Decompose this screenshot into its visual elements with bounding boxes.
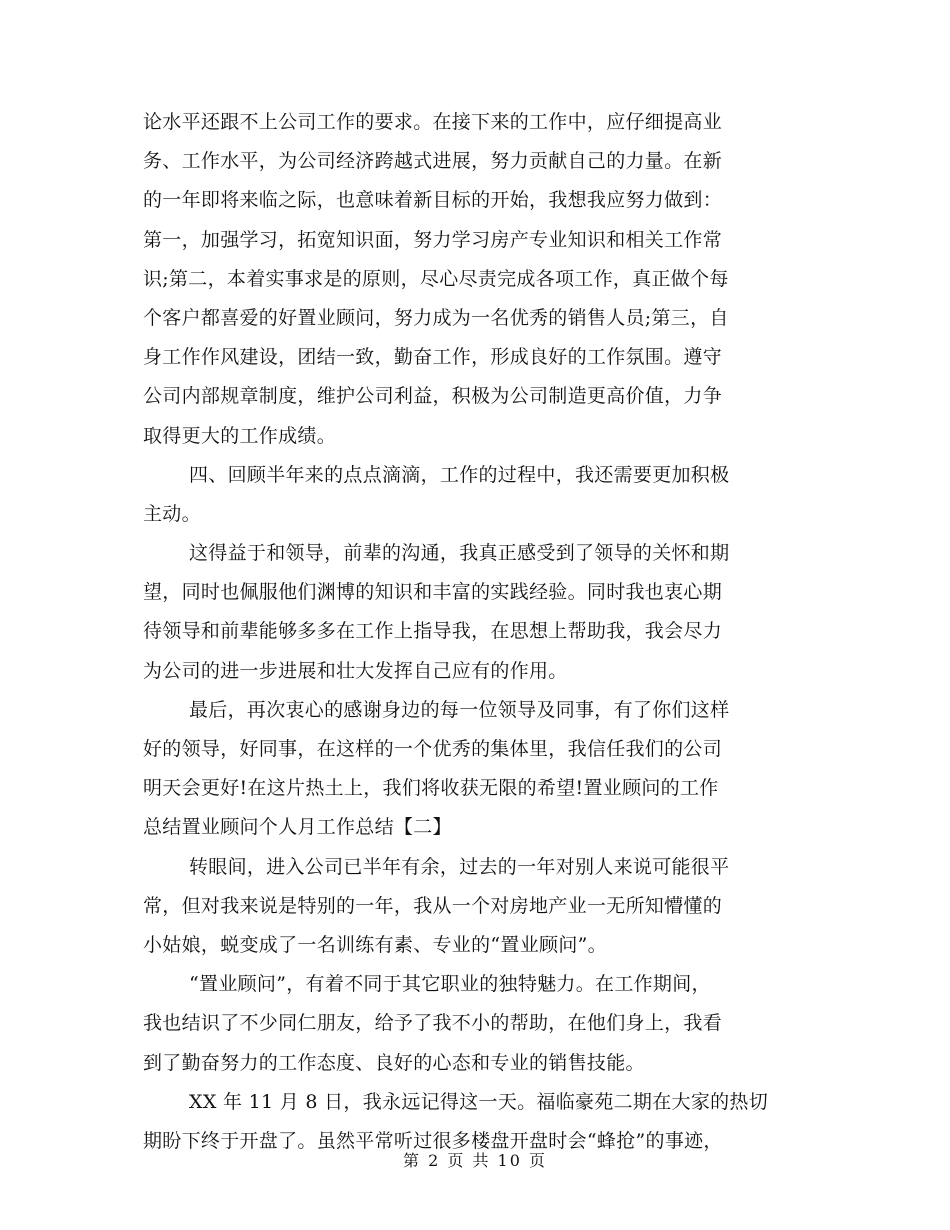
text-line: 我也结识了不少同仁朋友，给予了我不小的帮助，在他们身上，我看 <box>143 1012 723 1035</box>
text-line: 识;第二，本着实事求是的原则，尽心尽责完成各项工作，真正做个每 <box>143 267 729 290</box>
text-line: 公司内部规章制度，维护公司利益，积极为公司制造更高价值，力争 <box>143 385 723 408</box>
paragraph-start-line: 四、回顾半年来的点点滴滴，工作的过程中，我还需要更加积极 <box>189 463 730 486</box>
text-line: 主动。 <box>143 502 201 525</box>
paragraph-start-line: 最后，再次衷心的感谢身边的每一位领导及同事，有了你们这样 <box>189 698 730 721</box>
paragraph-start-line: “置业顾问”，有着不同于其它职业的独特魅力。在工作期间， <box>189 973 711 996</box>
text-line: 好的领导，好同事，在这样的一个优秀的集体里，我信任我们的公司 <box>143 738 723 760</box>
text-line: 取得更大的工作成绩。 <box>143 424 337 447</box>
paragraph-start-line: XX 年 11 月 8 日，我永远记得这一天。福临豪苑二期在大家的热切 <box>189 1090 769 1113</box>
text-line: 个客户都喜爱的好置业顾问，努力成为一名优秀的销售人员;第三，自 <box>143 306 729 329</box>
text-line: 期盼下终于开盘了。虽然平常听过很多楼盘开盘时会“蜂抢”的事迹， <box>143 1129 723 1152</box>
section-heading-line: 总结置业顾问个人月工作总结【二】 <box>143 816 452 839</box>
paragraph-start-line: 这得益于和领导，前辈的沟通，我真正感受到了领导的关怀和期 <box>189 542 730 565</box>
page-number-footer: 第 2 页 共 10 页 <box>403 1151 547 1170</box>
text-line: 论水平还跟不上公司工作的要求。在接下来的工作中，应仔细提高业 <box>143 111 723 133</box>
text-line: 小姑娘，蜕变成了一名训练有素、专业的“置业顾问”。 <box>143 933 607 956</box>
text-line: 明天会更好!在这片热土上，我们将收获无限的希望!置业顾问的工作 <box>143 777 719 800</box>
text-line: 到了勤奋努力的工作态度、良好的心态和专业的销售技能。 <box>143 1051 645 1074</box>
document-body <box>143 103 813 1161</box>
text-line: 待领导和前辈能够多多在工作上指导我，在思想上帮助我，我会尽力 <box>143 620 723 643</box>
paragraph-start-line: 转眼间，进入公司已半年有余，过去的一年对别人来说可能很平 <box>189 855 730 878</box>
text-line: 常，但对我来说是特别的一年，我从一个对房地产业一无所知懵懂的 <box>143 894 723 917</box>
text-line: 第一，加强学习，拓宽知识面，努力学习房产专业知识和相关工作常 <box>143 228 723 251</box>
text-line: 身工作作风建设，团结一致，勤奋工作，形成良好的工作氛围。遵守 <box>143 346 723 369</box>
text-line: 望，同时也佩服他们渊博的知识和丰富的实践经验。同时我也衷心期 <box>143 581 723 604</box>
text-line: 务、工作水平，为公司经济跨越式进展，努力贡献自己的力量。在新 <box>143 150 723 173</box>
text-line: 为公司的进一步进展和壮大发挥自己应有的作用。 <box>143 659 568 682</box>
text-line: 的一年即将来临之际，也意味着新目标的开始，我想我应努力做到： <box>143 189 723 212</box>
